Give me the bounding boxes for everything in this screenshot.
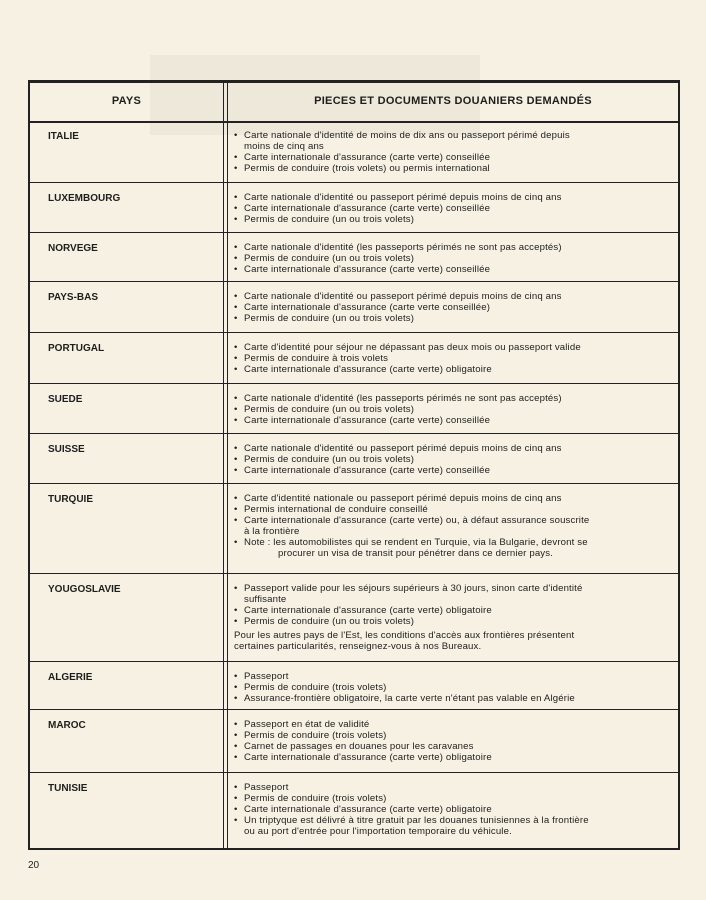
document-item (234, 741, 668, 752)
document-text-line: Carte internationale d'assurance (carte verte) conseillée (244, 152, 491, 163)
bullet-icon: • (234, 730, 238, 741)
document-item (234, 782, 668, 793)
country-name: PORTUGAL (48, 343, 105, 354)
bullet-icon: • (234, 493, 238, 504)
document-item (234, 583, 668, 605)
document-text-line: Un triptyque est délivré à titre gratuit par les douanes tunisiennes à la frontière (244, 815, 589, 826)
document-text-line: Permis de conduire (trois volets) (244, 682, 387, 693)
document-item (234, 815, 668, 837)
documents-list (234, 443, 668, 476)
document-text-line: Carte internationale d'assurance (carte verte) conseillée (244, 203, 491, 214)
bullet-icon: • (234, 804, 238, 815)
document-text-line: Permis de conduire (un ou trois volets) (244, 214, 415, 225)
document-item (234, 493, 668, 504)
document-text-line: Permis de conduire (un ou trois volets) (244, 313, 415, 324)
document-text-line: procurer un visa de transit pour pénétrer dans ce dernier pays. (278, 548, 554, 559)
bullet-icon: • (234, 719, 238, 730)
country-name: SUEDE (48, 394, 83, 405)
document-text-line: Permis de conduire (trois volets) (244, 793, 387, 804)
document-text-line: Carte nationale d'identité de moins de dix ans ou passeport périmé depuis (244, 130, 570, 141)
table-row (30, 773, 678, 848)
table-row (30, 662, 678, 710)
bullet-icon: • (234, 782, 238, 793)
document-text-line: Permis international de conduire conseillé (244, 504, 428, 515)
document-text-line: Carte d'identité nationale ou passeport périmé depuis moins de cinq ans (244, 493, 562, 504)
document-text-line: Passeport (244, 782, 289, 793)
documents-list (234, 192, 668, 225)
document-item (234, 465, 668, 476)
bullet-icon: • (234, 752, 238, 763)
document-item (234, 515, 668, 537)
document-text-line: Passeport en état de validité (244, 719, 370, 730)
document-text-line: Carte nationale d'identité (les passeports périmés ne sont pas acceptés) (244, 242, 562, 253)
document-text-line: Carte internationale d'assurance (carte verte) ou, à défaut assurance souscrite (244, 515, 590, 526)
documents-list (234, 719, 668, 763)
document-text-line: Assurance-frontière obligatoire, la carte verte n'étant pas valable en Algérie (244, 693, 575, 704)
bullet-icon: • (234, 404, 238, 415)
bullet-icon: • (234, 443, 238, 454)
documents-list (234, 493, 668, 559)
document-text-line: Permis de conduire (un ou trois volets) (244, 404, 415, 415)
documents-list (234, 242, 668, 275)
document-text-line: Passeport (244, 671, 289, 682)
bullet-icon: • (234, 741, 238, 752)
document-item (234, 393, 668, 404)
document-text-line: Passeport valide pour les séjours supérieurs à 30 jours, sinon carte d'identité (244, 583, 583, 594)
bullet-icon: • (234, 465, 238, 476)
document-text-line: Carte d'identité pour séjour ne dépassant pas deux mois ou passeport valide (244, 342, 581, 353)
table-row (30, 121, 678, 183)
table-row (30, 282, 678, 333)
table-row (30, 233, 678, 282)
document-text-line: à la frontière (244, 526, 300, 537)
bullet-icon: • (234, 605, 238, 616)
bullet-icon: • (234, 163, 238, 174)
document-item (234, 605, 668, 616)
country-name: YOUGOSLAVIE (48, 584, 121, 595)
bullet-icon: • (234, 583, 238, 594)
bullet-icon: • (234, 253, 238, 264)
bullet-icon: • (234, 192, 238, 203)
document-text-line: Permis de conduire (un ou trois volets) (244, 253, 415, 264)
document-item (234, 130, 668, 152)
documents-list (234, 393, 668, 426)
document-item (234, 752, 668, 763)
document-text-line: ou au port d'entrée pour l'importation temporaire du véhicule. (244, 826, 512, 837)
document-text-line: Permis de conduire (un ou trois volets) (244, 616, 415, 627)
document-text-line: suffisante (244, 594, 287, 605)
bullet-icon: • (234, 537, 238, 548)
country-name: LUXEMBOURG (48, 193, 121, 204)
document-text-line: Permis de conduire (un ou trois volets) (244, 454, 415, 465)
document-item (234, 804, 668, 815)
bullet-icon: • (234, 291, 238, 302)
bullet-icon: • (234, 364, 238, 375)
table-row (30, 384, 678, 434)
document-item (234, 291, 668, 302)
bullet-icon: • (234, 815, 238, 826)
document-item (234, 364, 668, 375)
bullet-icon: • (234, 203, 238, 214)
document-text-line: Carte nationale d'identité (les passeports périmés ne sont pas acceptés) (244, 393, 562, 404)
header-country: PAYS (111, 95, 142, 107)
document-item (234, 203, 668, 214)
bullet-icon: • (234, 393, 238, 404)
document-item (234, 214, 668, 225)
bullet-icon: • (234, 152, 238, 163)
table-row (30, 574, 678, 662)
document-text-line: Carte internationale d'assurance (carte verte) obligatoire (244, 605, 492, 616)
document-item (234, 192, 668, 203)
header-documents: PIECES ET DOCUMENTS DOUANIERS DEMANDÉS (314, 95, 592, 107)
document-text-line: Permis de conduire à trois volets (244, 353, 389, 364)
additional-note-line: Pour les autres pays de l'Est, les conditions d'accès aux frontières présentent (234, 630, 575, 641)
documents-list (234, 583, 668, 652)
bullet-icon: • (234, 415, 238, 426)
page-number: 20 (28, 860, 40, 871)
table-row (30, 484, 678, 574)
table-header (30, 83, 678, 123)
bullet-icon: • (234, 242, 238, 253)
bullet-icon: • (234, 302, 238, 313)
country-name: NORVEGE (48, 243, 98, 254)
bullet-icon: • (234, 682, 238, 693)
document-item (234, 242, 668, 253)
document-item (234, 342, 668, 353)
documents-list (234, 291, 668, 324)
document-text-line: Carte internationale d'assurance (carte verte) conseillée (244, 465, 491, 476)
document-text-line: Carte internationale d'assurance (carte verte) obligatoire (244, 752, 492, 763)
document-item (234, 152, 668, 163)
country-name: TURQUIE (48, 494, 93, 505)
document-text-line: moins de cinq ans (244, 141, 324, 152)
document-text-line: Permis de conduire (trois volets) ou permis international (244, 163, 490, 174)
bullet-icon: • (234, 671, 238, 682)
document-item (234, 404, 668, 415)
document-item (234, 504, 668, 515)
document-text-line: Permis de conduire (trois volets) (244, 730, 387, 741)
document-text-line: Carte internationale d'assurance (carte verte) conseillée (244, 415, 491, 426)
documents-list (234, 342, 668, 375)
document-item (234, 443, 668, 454)
bullet-icon: • (234, 264, 238, 275)
bullet-icon: • (234, 504, 238, 515)
documents-list (234, 782, 668, 837)
document-item (234, 313, 668, 324)
document-item (234, 415, 668, 426)
document-item (234, 616, 668, 627)
document-item (234, 693, 668, 704)
table-row (30, 710, 678, 773)
document-item (234, 353, 668, 364)
country-name: SUISSE (48, 444, 85, 455)
table-row (30, 434, 678, 484)
document-text-line: Carte internationale d'assurance (carte verte conseillée) (244, 302, 491, 313)
document-item (234, 537, 668, 559)
country-name: ITALIE (48, 131, 79, 142)
bullet-icon: • (234, 693, 238, 704)
customs-documents-table (28, 80, 680, 850)
document-item (234, 302, 668, 313)
bullet-icon: • (234, 342, 238, 353)
country-name: PAYS-BAS (48, 292, 99, 303)
additional-note-line: certaines particularités, renseignez-vous à nos Bureaux. (234, 641, 482, 652)
bullet-icon: • (234, 454, 238, 465)
bullet-icon: • (234, 616, 238, 627)
bullet-icon: • (234, 313, 238, 324)
bullet-icon: • (234, 793, 238, 804)
bullet-icon: • (234, 515, 238, 526)
country-name: TUNISIE (48, 783, 88, 794)
country-name: ALGERIE (48, 672, 93, 683)
bullet-icon: • (234, 130, 238, 141)
document-text-line: Carte internationale d'assurance (carte verte) conseillée (244, 264, 491, 275)
documents-list (234, 671, 668, 704)
document-item (234, 682, 668, 693)
document-text-line: Carte internationale d'assurance (carte verte) obligatoire (244, 364, 492, 375)
document-text-line: Carnet de passages en douanes pour les caravanes (244, 741, 474, 752)
document-text-line: Carte nationale d'identité ou passeport périmé depuis moins de cinq ans (244, 291, 562, 302)
document-item (234, 671, 668, 682)
document-item (234, 163, 668, 174)
document-item (234, 454, 668, 465)
document-item (234, 719, 668, 730)
table-row (30, 183, 678, 233)
table-row (30, 333, 678, 384)
additional-note (234, 630, 668, 652)
document-text-line: Note : les automobilistes qui se rendent en Turquie, via la Bulgarie, devront se (244, 537, 588, 548)
document-item (234, 793, 668, 804)
document-text-line: Carte nationale d'identité ou passeport périmé depuis moins de cinq ans (244, 192, 562, 203)
bullet-icon: • (234, 353, 238, 364)
document-item (234, 264, 668, 275)
document-item (234, 253, 668, 264)
document-text-line: Carte internationale d'assurance (carte verte) obligatoire (244, 804, 492, 815)
document-text-line: Carte nationale d'identité ou passeport périmé depuis moins de cinq ans (244, 443, 562, 454)
document-item (234, 730, 668, 741)
bullet-icon: • (234, 214, 238, 225)
documents-list (234, 130, 668, 174)
country-name: MAROC (48, 720, 86, 731)
